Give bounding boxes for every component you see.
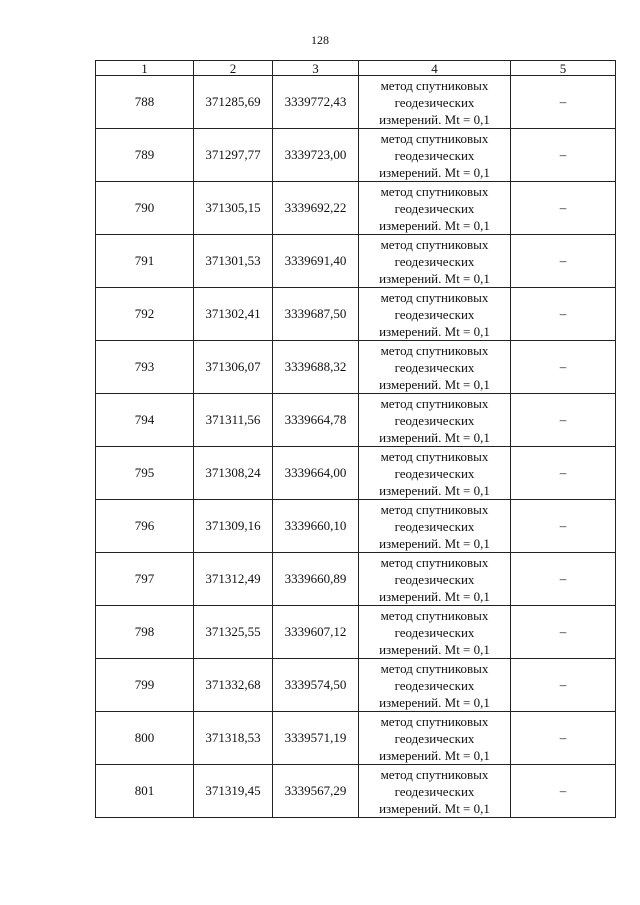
column-header-2: 2 [194,61,273,76]
x-coordinate-cell: 371305,15 [194,182,273,235]
note-cell: – [511,500,616,553]
table-row [96,553,616,606]
point-number-cell: 797 [96,553,194,606]
table-row [96,500,616,553]
method-line: геодезических [394,571,475,587]
note-cell: – [511,447,616,500]
coordinates-table [95,60,616,818]
method-cell [359,553,511,606]
column-header-4: 4 [359,61,511,76]
point-number-cell: 800 [96,712,194,765]
table-row [96,288,616,341]
point-number-cell: 792 [96,288,194,341]
note-cell: – [511,76,616,129]
y-coordinate-cell: 3339660,89 [273,553,359,606]
note-cell: – [511,129,616,182]
method-line: измерений. Mt = 0,1 [379,747,490,763]
page-number: 128 [311,33,329,47]
method-cell [359,341,511,394]
x-coordinate-cell: 371306,07 [194,341,273,394]
method-line: измерений. Mt = 0,1 [379,694,490,710]
method-cell [359,606,511,659]
note-cell: – [511,712,616,765]
point-number-cell: 790 [96,182,194,235]
method-line: метод спутниковых [380,289,489,305]
method-cell [359,76,511,129]
x-coordinate-cell: 371308,24 [194,447,273,500]
table-row [96,712,616,765]
y-coordinate-cell: 3339723,00 [273,129,359,182]
method-line: геодезических [394,624,475,640]
method-cell [359,765,511,818]
method-line: измерений. Mt = 0,1 [379,323,490,339]
method-line: метод спутниковых [380,501,489,517]
point-number-cell: 794 [96,394,194,447]
method-line: геодезических [394,465,475,481]
method-cell [359,288,511,341]
note-cell: – [511,659,616,712]
table-row [96,341,616,394]
table-row [96,129,616,182]
method-line: метод спутниковых [380,448,489,464]
method-line: геодезических [394,730,475,746]
note-cell: – [511,182,616,235]
table-row [96,394,616,447]
y-coordinate-cell: 3339664,00 [273,447,359,500]
note-cell: – [511,765,616,818]
x-coordinate-cell: 371318,53 [194,712,273,765]
method-line: метод спутниковых [380,77,489,93]
point-number-cell: 799 [96,659,194,712]
method-line: измерений. Mt = 0,1 [379,164,490,180]
column-header-1: 1 [96,61,194,76]
method-cell [359,394,511,447]
method-line: метод спутниковых [380,236,489,252]
x-coordinate-cell: 371332,68 [194,659,273,712]
method-line: геодезических [394,677,475,693]
y-coordinate-cell: 3339660,10 [273,500,359,553]
method-line: измерений. Mt = 0,1 [379,270,490,286]
point-number-cell: 793 [96,341,194,394]
method-line: измерений. Mt = 0,1 [379,588,490,604]
table-row [96,765,616,818]
table-row [96,235,616,288]
note-cell: – [511,553,616,606]
method-line: метод спутниковых [380,554,489,570]
method-line: метод спутниковых [380,607,489,623]
x-coordinate-cell: 371301,53 [194,235,273,288]
table-row [96,659,616,712]
method-cell [359,182,511,235]
point-number-cell: 791 [96,235,194,288]
x-coordinate-cell: 371285,69 [194,76,273,129]
point-number-cell: 789 [96,129,194,182]
x-coordinate-cell: 371302,41 [194,288,273,341]
table-row [96,76,616,129]
column-header-5: 5 [511,61,616,76]
method-line: измерений. Mt = 0,1 [379,111,490,127]
table-row [96,606,616,659]
y-coordinate-cell: 3339571,19 [273,712,359,765]
method-line: геодезических [394,359,475,375]
y-coordinate-cell: 3339567,29 [273,765,359,818]
method-cell [359,447,511,500]
y-coordinate-cell: 3339691,40 [273,235,359,288]
y-coordinate-cell: 3339692,22 [273,182,359,235]
point-number-cell: 798 [96,606,194,659]
method-line: измерений. Mt = 0,1 [379,429,490,445]
note-cell: – [511,606,616,659]
method-line: измерений. Mt = 0,1 [379,800,490,816]
note-cell: – [511,235,616,288]
method-line: измерений. Mt = 0,1 [379,641,490,657]
method-line: измерений. Mt = 0,1 [379,376,490,392]
method-line: измерений. Mt = 0,1 [379,535,490,551]
method-line: геодезических [394,94,475,110]
method-cell [359,129,511,182]
y-coordinate-cell: 3339607,12 [273,606,359,659]
y-coordinate-cell: 3339687,50 [273,288,359,341]
table-header-row [96,61,616,76]
method-cell [359,712,511,765]
note-cell: – [511,288,616,341]
method-line: геодезических [394,147,475,163]
method-line: метод спутниковых [380,766,489,782]
method-line: метод спутниковых [380,130,489,146]
table-row [96,447,616,500]
x-coordinate-cell: 371319,45 [194,765,273,818]
x-coordinate-cell: 371312,49 [194,553,273,606]
x-coordinate-cell: 371311,56 [194,394,273,447]
method-line: геодезических [394,253,475,269]
method-line: метод спутниковых [380,660,489,676]
method-cell [359,659,511,712]
x-coordinate-cell: 371309,16 [194,500,273,553]
table-body [96,76,616,818]
method-cell [359,235,511,288]
y-coordinate-cell: 3339688,32 [273,341,359,394]
method-line: геодезических [394,412,475,428]
method-line: геодезических [394,783,475,799]
method-line: метод спутниковых [380,395,489,411]
point-number-cell: 801 [96,765,194,818]
x-coordinate-cell: 371297,77 [194,129,273,182]
x-coordinate-cell: 371325,55 [194,606,273,659]
point-number-cell: 788 [96,76,194,129]
method-line: метод спутниковых [380,713,489,729]
point-number-cell: 795 [96,447,194,500]
method-line: геодезических [394,200,475,216]
column-header-3: 3 [273,61,359,76]
table-row [96,182,616,235]
method-line: геодезических [394,306,475,322]
note-cell: – [511,341,616,394]
point-number-cell: 796 [96,500,194,553]
method-line: метод спутниковых [380,342,489,358]
y-coordinate-cell: 3339574,50 [273,659,359,712]
y-coordinate-cell: 3339664,78 [273,394,359,447]
note-cell: – [511,394,616,447]
method-line: измерений. Mt = 0,1 [379,217,490,233]
method-line: геодезических [394,518,475,534]
method-line: метод спутниковых [380,183,489,199]
y-coordinate-cell: 3339772,43 [273,76,359,129]
method-line: измерений. Mt = 0,1 [379,482,490,498]
method-cell [359,500,511,553]
